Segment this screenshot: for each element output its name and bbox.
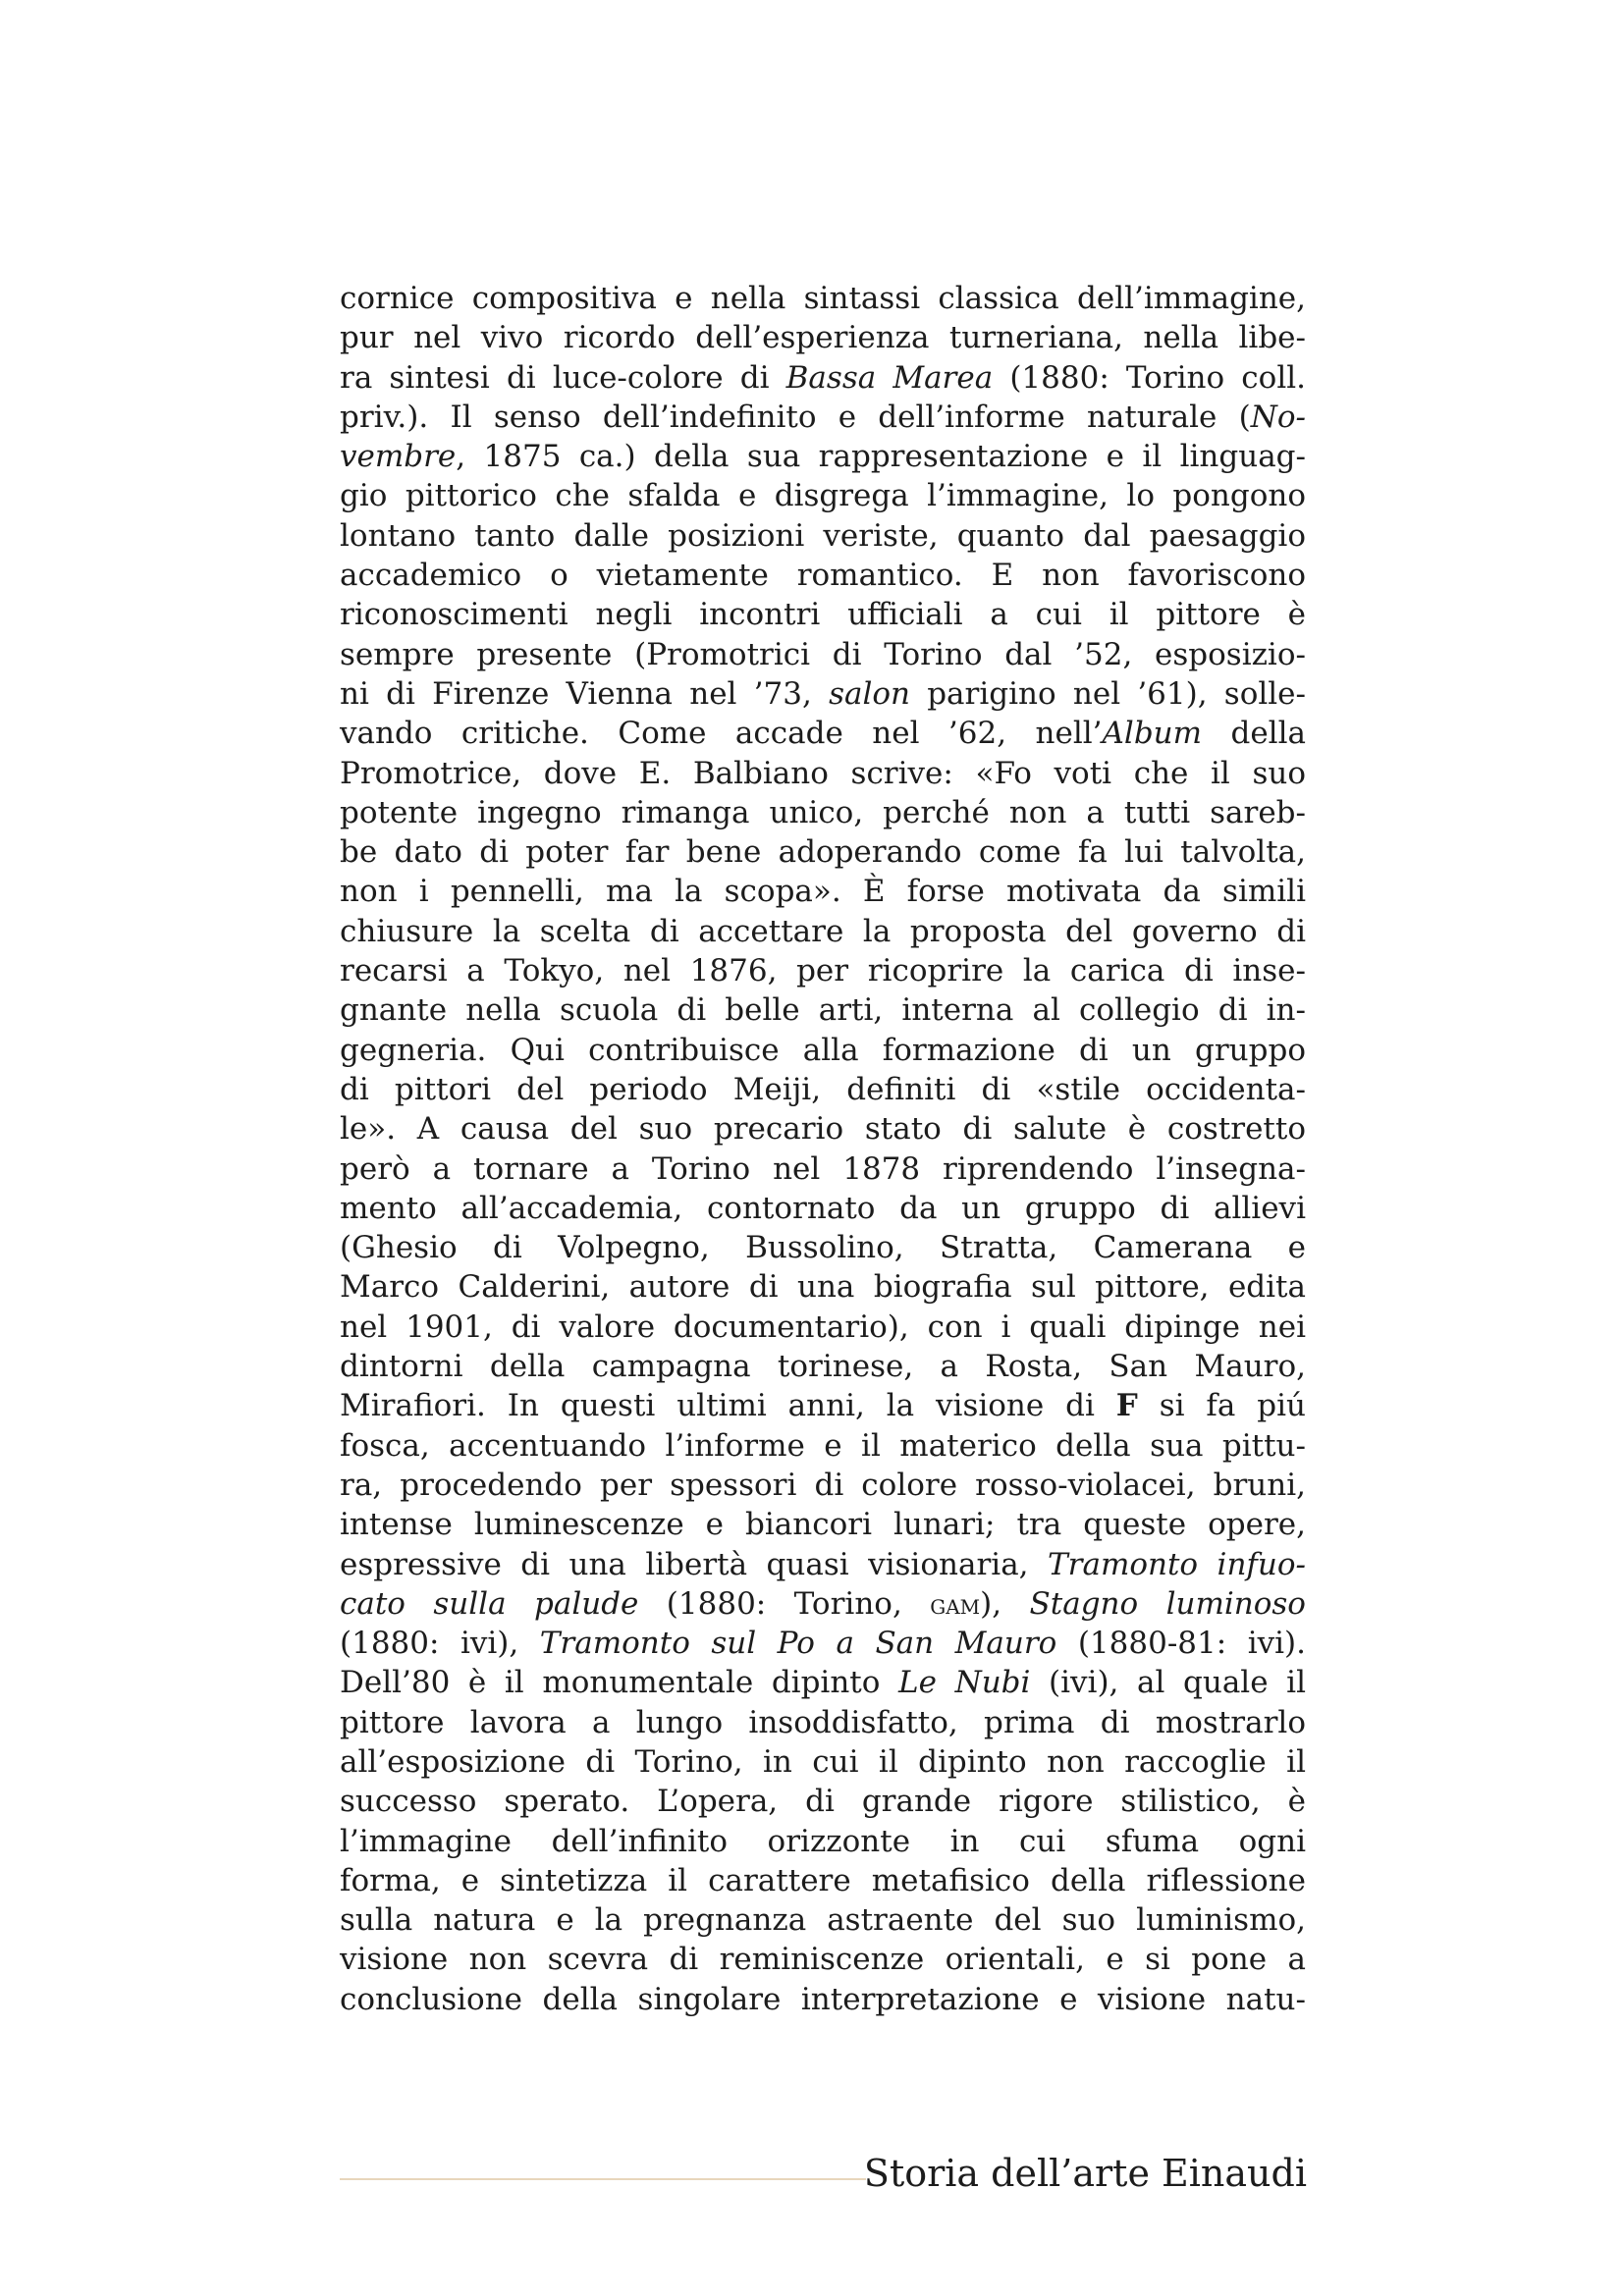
text-line — [340, 793, 1306, 832]
text-segment: successo sperato. L’opera, di grande rigore stilistico, è — [340, 1784, 1306, 1820]
text-line — [340, 516, 1306, 556]
text-segment: (1880-81: ivi). — [1056, 1626, 1306, 1662]
text-segment: ), — [980, 1585, 1030, 1622]
text-line — [340, 1900, 1306, 1940]
text-segment: gegneria. Qui contribuisce alla formazione di un gruppo — [340, 1032, 1306, 1068]
text-line — [340, 951, 1306, 990]
text-segment: pittore lavora a lungo insoddisfatto, prima di mostrarlo — [340, 1704, 1306, 1740]
text-segment: si fa piú — [1137, 1388, 1306, 1424]
text-segment: nel 1901, di valore documentario), con i quali dipinge nei — [340, 1308, 1306, 1345]
text-segment: conclusione della singolare interpretazione e visione natu- — [340, 1981, 1306, 2017]
text-segment: forma, e sintetizza il carattere metafisico della riflessione — [340, 1862, 1306, 1898]
text-segment: , 1875 ca.) della sua rappresentazione e il linguag- — [456, 439, 1306, 475]
text-segment: ra, procedendo per spessori di colore rosso-violacei, bruni, — [340, 1467, 1306, 1503]
text-segment: F — [1115, 1388, 1138, 1424]
text-segment: (1880: ivi), — [340, 1626, 540, 1662]
text-line — [340, 635, 1306, 674]
text-segment: No- — [1250, 399, 1306, 435]
text-segment: Tramonto infuo- — [1047, 1546, 1306, 1582]
text-segment: ni di Firenze Vienna nel ’73, — [340, 675, 830, 712]
text-segment: cato sulla palude — [340, 1585, 639, 1622]
text-line — [340, 1742, 1306, 1782]
text-line — [340, 674, 1306, 714]
footer-title: Storia dell’arte Einaudi — [863, 2152, 1307, 2195]
text-line — [340, 1109, 1306, 1148]
text-line — [340, 1228, 1306, 1267]
text-line — [340, 1426, 1306, 1466]
text-line — [340, 832, 1306, 872]
text-segment: ra sintesi di luce-colore di — [340, 359, 786, 396]
text-segment: accademico o vietamente romantico. E non favoriscono — [340, 558, 1306, 594]
text-segment: vembre — [340, 439, 457, 475]
text-segment: Stagno luminoso — [1029, 1585, 1306, 1622]
text-line — [340, 1663, 1306, 1702]
text-segment: lontano tanto dalle posizioni veriste, quanto dal paesaggio — [340, 517, 1306, 554]
text-segment: intense luminescenze e biancori lunari; tra queste opere, — [340, 1507, 1306, 1543]
text-segment: recarsi a Tokyo, nel 1876, per ricoprire la carica di inse- — [340, 953, 1306, 989]
text-line — [340, 318, 1306, 357]
text-segment: priv.). Il senso dell’indefinito e dell’informe naturale ( — [340, 399, 1251, 435]
text-segment: però a tornare a Torino nel 1878 riprendendo l’insegna- — [340, 1150, 1306, 1187]
text-line — [340, 912, 1306, 951]
text-segment: le». A causa del suo precario stato di salute è costretto — [340, 1111, 1306, 1148]
text-line — [340, 1386, 1306, 1425]
text-segment: cornice compositiva e nella sintassi classica dell’immagine, — [340, 281, 1306, 316]
text-line — [340, 1822, 1306, 1861]
text-segment: di pittori del periodo Meiji, definiti di «stile occidenta- — [340, 1071, 1306, 1107]
text-line — [340, 1149, 1306, 1189]
text-segment: Promotrice, dove E. Balbiano scrive: «Fo voti che il suo — [340, 755, 1306, 791]
text-line — [340, 1267, 1306, 1307]
text-segment: l’immagine dell’infinito orizzonte in cui sfuma ogni — [340, 1823, 1306, 1859]
text-segment: espressive di una libertà quasi visionaria, — [340, 1546, 1048, 1582]
text-line — [340, 279, 1306, 318]
text-segment: vando critiche. Come accade nel ’62, nell’ — [340, 716, 1103, 752]
text-line — [340, 1703, 1306, 1742]
body-text — [340, 279, 1306, 2019]
text-line — [340, 1189, 1306, 1228]
text-segment: Album — [1102, 716, 1203, 752]
text-line — [340, 398, 1306, 437]
text-segment: Marco Calderini, autore di una biografia sul pittore, edita — [340, 1269, 1306, 1306]
text-segment: fosca, accentuando l’informe e il materico della sua pittu- — [340, 1427, 1306, 1464]
text-line — [340, 556, 1306, 595]
text-segment: sempre presente (Promotrici di Torino dal ’52, esposizio- — [340, 636, 1306, 672]
text-segment: dintorni della campagna torinese, a Rosta, San Mauro, — [340, 1349, 1306, 1385]
text-segment: Le Nubi — [898, 1665, 1031, 1701]
text-line — [340, 1940, 1306, 1979]
text-line — [340, 1545, 1306, 1584]
text-segment: gio pittorico che sfalda e disgrega l’immagine, lo pongono — [340, 478, 1306, 514]
text-segment: (1880: Torino, — [638, 1585, 931, 1622]
text-segment: (1880: Torino coll. — [993, 359, 1307, 396]
text-segment: della — [1202, 716, 1306, 752]
text-line — [340, 1466, 1306, 1505]
text-line — [340, 872, 1306, 911]
text-segment: parigino nel ’61), solle- — [910, 675, 1307, 712]
text-segment: sulla natura e la pregnanza astraente del suo luminismo, — [340, 1902, 1306, 1939]
text-segment: (Ghesio di Volpegno, Bussolino, Stratta, Camerana e — [340, 1230, 1306, 1266]
text-segment: potente ingegno rimanga unico, perché non a tutti sareb- — [340, 794, 1306, 830]
text-line — [340, 1070, 1306, 1109]
text-segment: riconoscimenti negli incontri ufficiali a cui il pittore è — [340, 597, 1306, 633]
text-segment: mento all’accademia, contornato da un gruppo di allievi — [340, 1190, 1306, 1226]
text-line — [340, 1782, 1306, 1821]
text-segment: Bassa Marea — [785, 359, 994, 396]
text-line — [340, 1031, 1306, 1070]
text-line — [340, 1584, 1306, 1624]
text-segment: Mirafiori. In questi ultimi anni, la visione di — [340, 1388, 1116, 1424]
text-line — [340, 437, 1306, 476]
text-line — [340, 476, 1306, 515]
text-segment: gnante nella scuola di belle arti, interna al collegio di in- — [340, 992, 1306, 1029]
text-segment: all’esposizione di Torino, in cui il dipinto non raccoglie il — [340, 1743, 1306, 1780]
text-segment: non i pennelli, ma la scopa». È forse motivata da simili — [340, 874, 1306, 910]
text-line — [340, 1505, 1306, 1544]
text-segment: gam — [930, 1587, 981, 1621]
text-segment: salon — [829, 675, 910, 712]
text-line — [340, 358, 1306, 398]
text-line — [340, 990, 1306, 1030]
text-line — [340, 595, 1306, 634]
text-line — [340, 754, 1306, 793]
footer-rule — [340, 2178, 866, 2180]
text-line — [340, 1308, 1306, 1347]
text-line — [340, 1861, 1306, 1900]
text-segment: (ivi), al quale il — [1030, 1665, 1306, 1701]
text-segment: visione non scevra di reminiscenze orientali, e si pone a — [340, 1942, 1306, 1978]
text-segment: Tramonto sul Po a San Mauro — [539, 1626, 1057, 1662]
text-segment: be dato di poter far bene adoperando come fa lui talvolta, — [340, 834, 1306, 871]
text-segment: pur nel vivo ricordo dell’esperienza turneriana, nella libe- — [340, 320, 1306, 356]
text-line — [340, 1624, 1306, 1663]
text-line — [340, 714, 1306, 753]
text-segment: chiusure la scelta di accettare la proposta del governo di — [340, 913, 1306, 949]
text-line — [340, 1347, 1306, 1386]
text-line — [340, 1980, 1306, 2019]
text-segment: Dell’80 è il monumentale dipinto — [340, 1665, 899, 1701]
